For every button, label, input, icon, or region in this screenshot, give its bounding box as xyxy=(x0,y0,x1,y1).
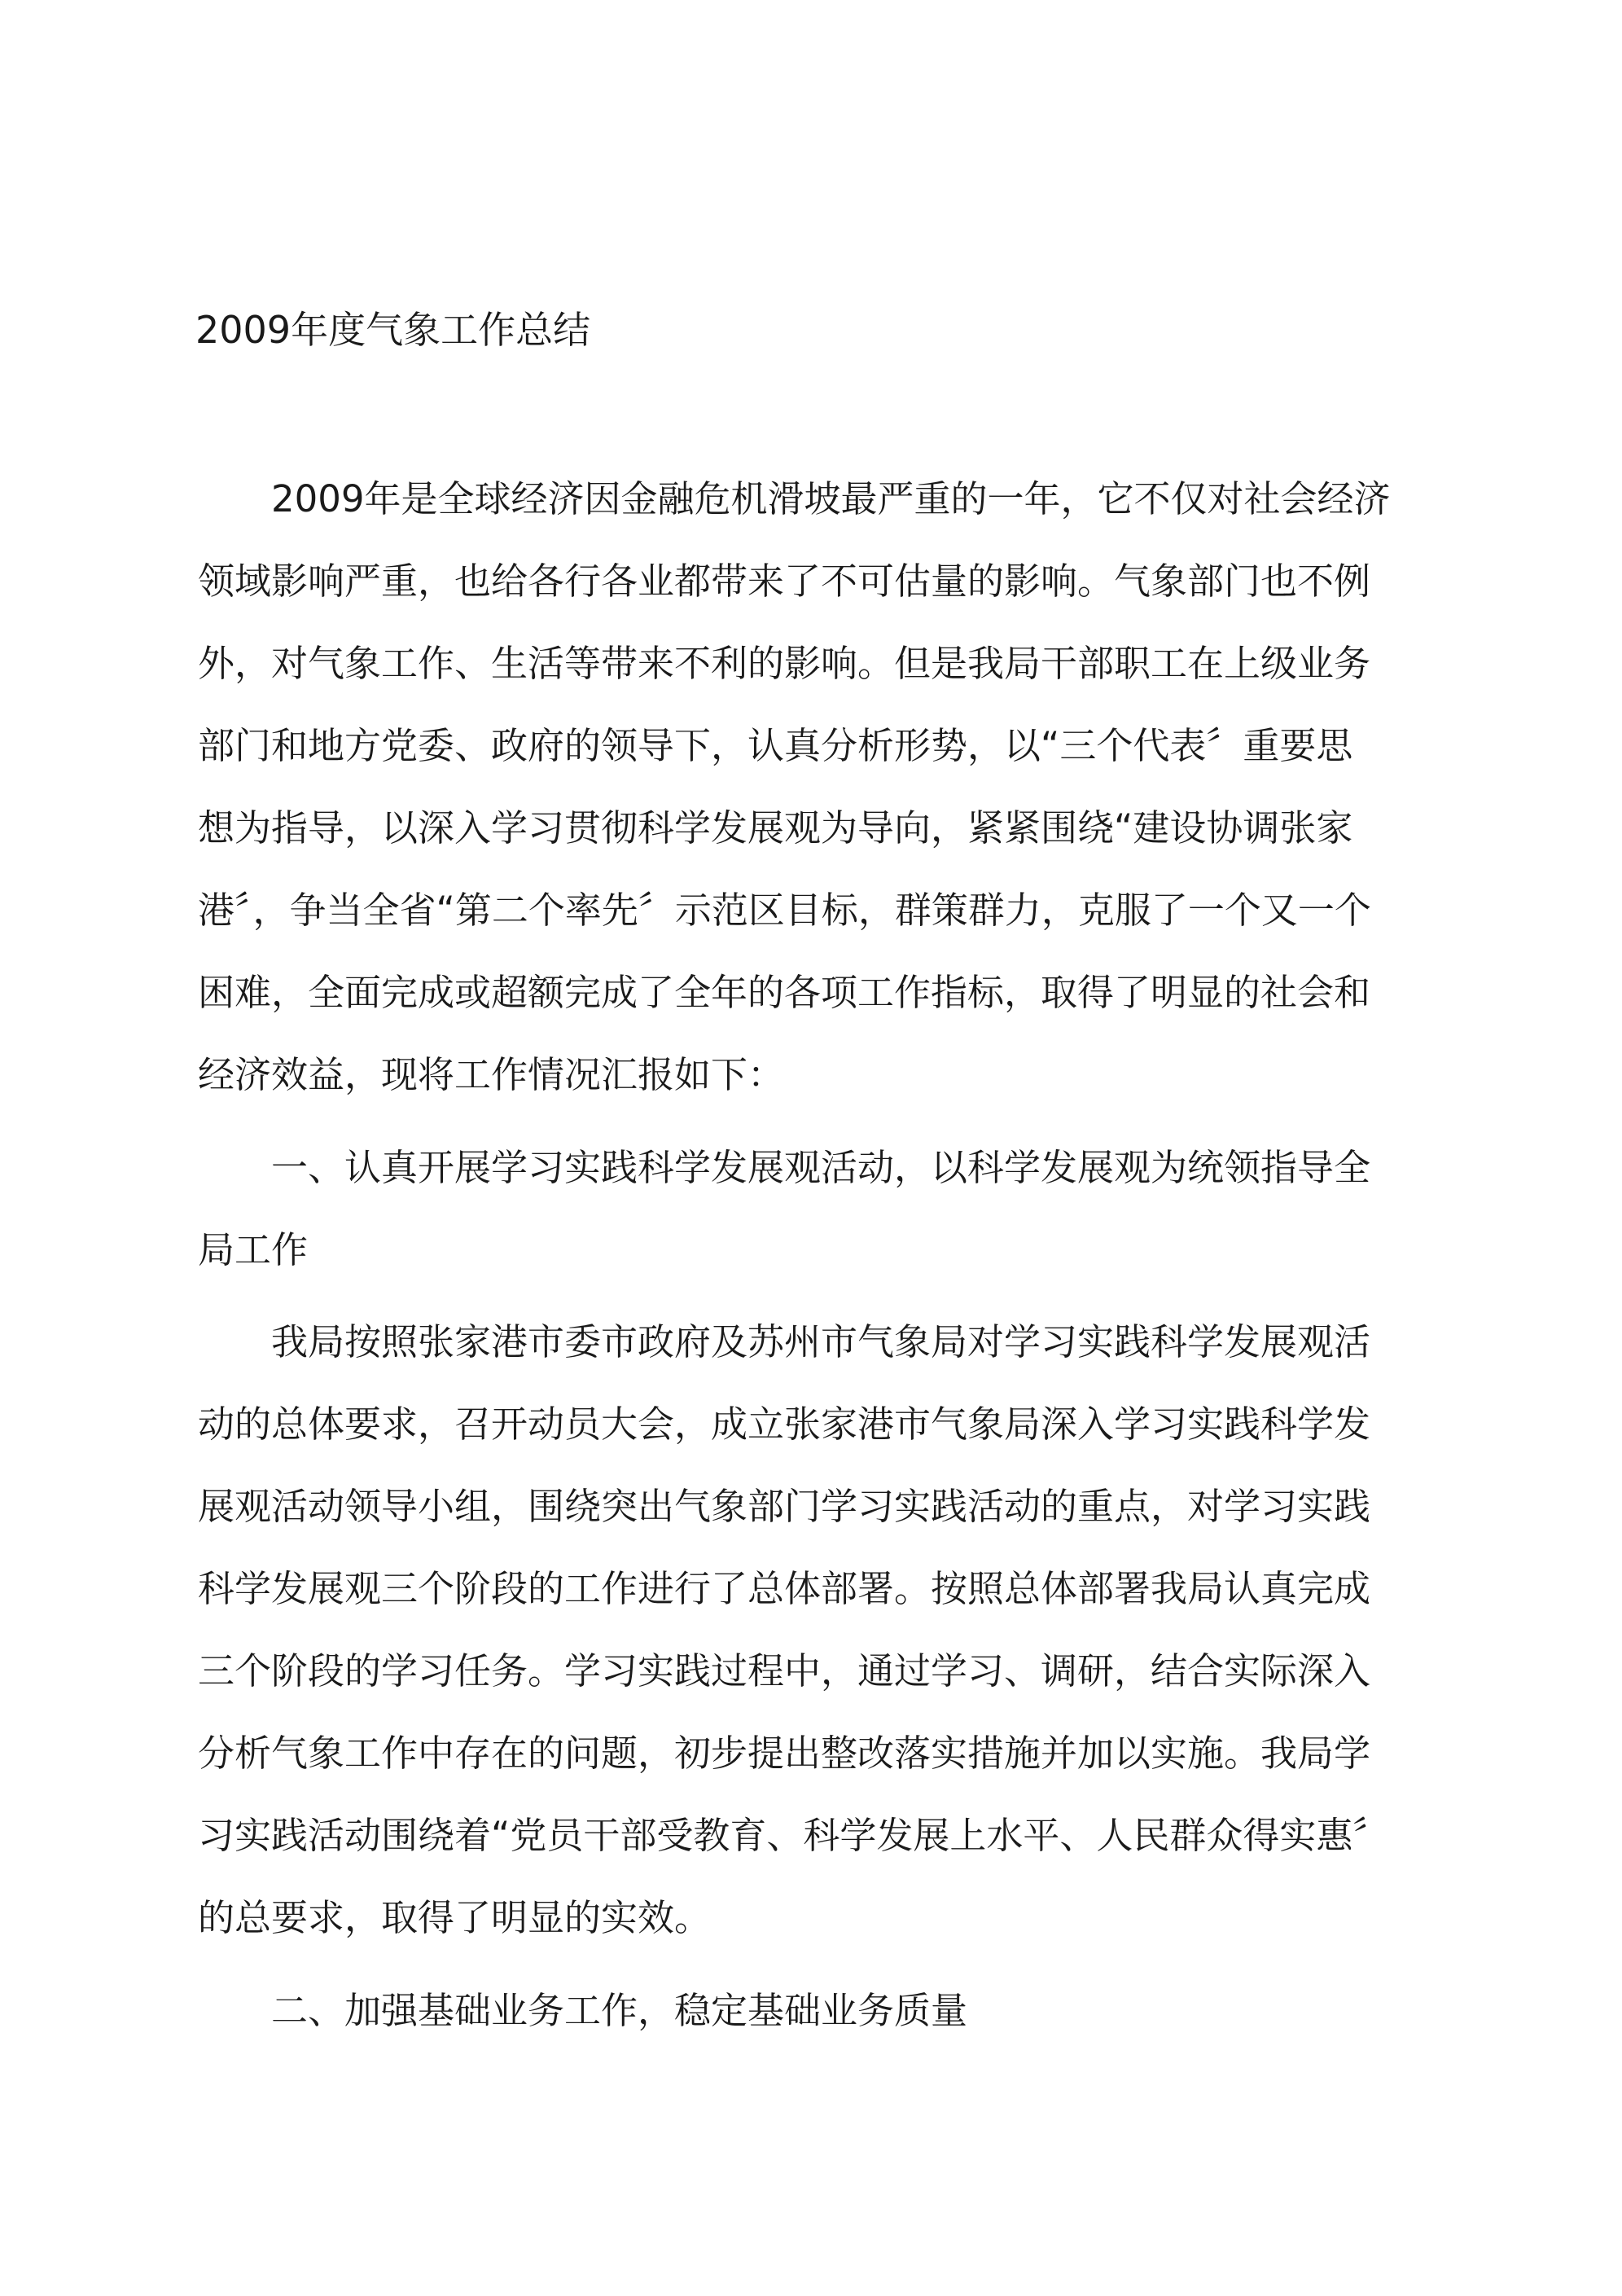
intro-line-5: 想为指导，以深入学习贯彻科学发展观为导向，紧紧围绕“建设协调张家 xyxy=(198,806,1353,849)
section-1-body-line-7: 习实践活动围绕着“党员干部受教育、科学发展上水平、人民群众得实惠〞 xyxy=(198,1814,1390,1857)
intro-line-8: 经济效益，现将工作情况汇报如下： xyxy=(198,1053,785,1096)
section-2-heading: 二、加强基础业务工作，稳定基础业务质量 xyxy=(271,1989,968,2032)
section-1-heading-line-2: 局工作 xyxy=(198,1228,309,1271)
section-1-body-line-6: 分析气象工作中存在的问题，初步提出整改落实措施并加以实施。我局学 xyxy=(198,1732,1371,1775)
section-1-body-line-3: 展观活动领导小组，围绕突出气象部门学习实践活动的重点，对学习实践 xyxy=(198,1485,1371,1528)
section-1-body-line-8: 的总要求，取得了明显的实效。 xyxy=(198,1896,712,1939)
section-1-body-line-5: 三个阶段的学习任务。学习实践过程中，通过学习、调研，结合实际深入 xyxy=(198,1649,1371,1692)
intro-line-4: 部门和地方党委、政府的领导下，认真分析形势，以“三个代表〞重要思 xyxy=(198,724,1353,767)
intro-line-1: 2009年是全球经济因金融危机滑坡最严重的一年，它不仅对社会经济 xyxy=(271,477,1391,520)
document-title: 2009年度气象工作总结 xyxy=(195,308,591,352)
intro-line-7: 困难，全面完成或超额完成了全年的各项工作指标，取得了明显的社会和 xyxy=(198,971,1371,1014)
section-1-body-line-1: 我局按照张家港市委市政府及苏州市气象局对学习实践科学发展观活 xyxy=(271,1320,1371,1363)
intro-line-3: 外，对气象工作、生活等带来不利的影响。但是我局干部职工在上级业务 xyxy=(198,642,1371,685)
section-1-body-line-4: 科学发展观三个阶段的工作进行了总体部署。按照总体部署我局认真完成 xyxy=(198,1567,1371,1610)
intro-line-6: 港〞，争当全省“第二个率先〞示范区目标，群策群力，克服了一个又一个 xyxy=(198,889,1371,932)
section-1-heading-line-1: 一、认真开展学习实践科学发展观活动，以科学发展观为统领指导全 xyxy=(271,1146,1371,1189)
section-1-body-line-2: 动的总体要求，召开动员大会，成立张家港市气象局深入学习实践科学发 xyxy=(198,1403,1371,1446)
intro-line-2: 领域影响严重，也给各行各业都带来了不可估量的影响。气象部门也不例 xyxy=(198,560,1371,603)
